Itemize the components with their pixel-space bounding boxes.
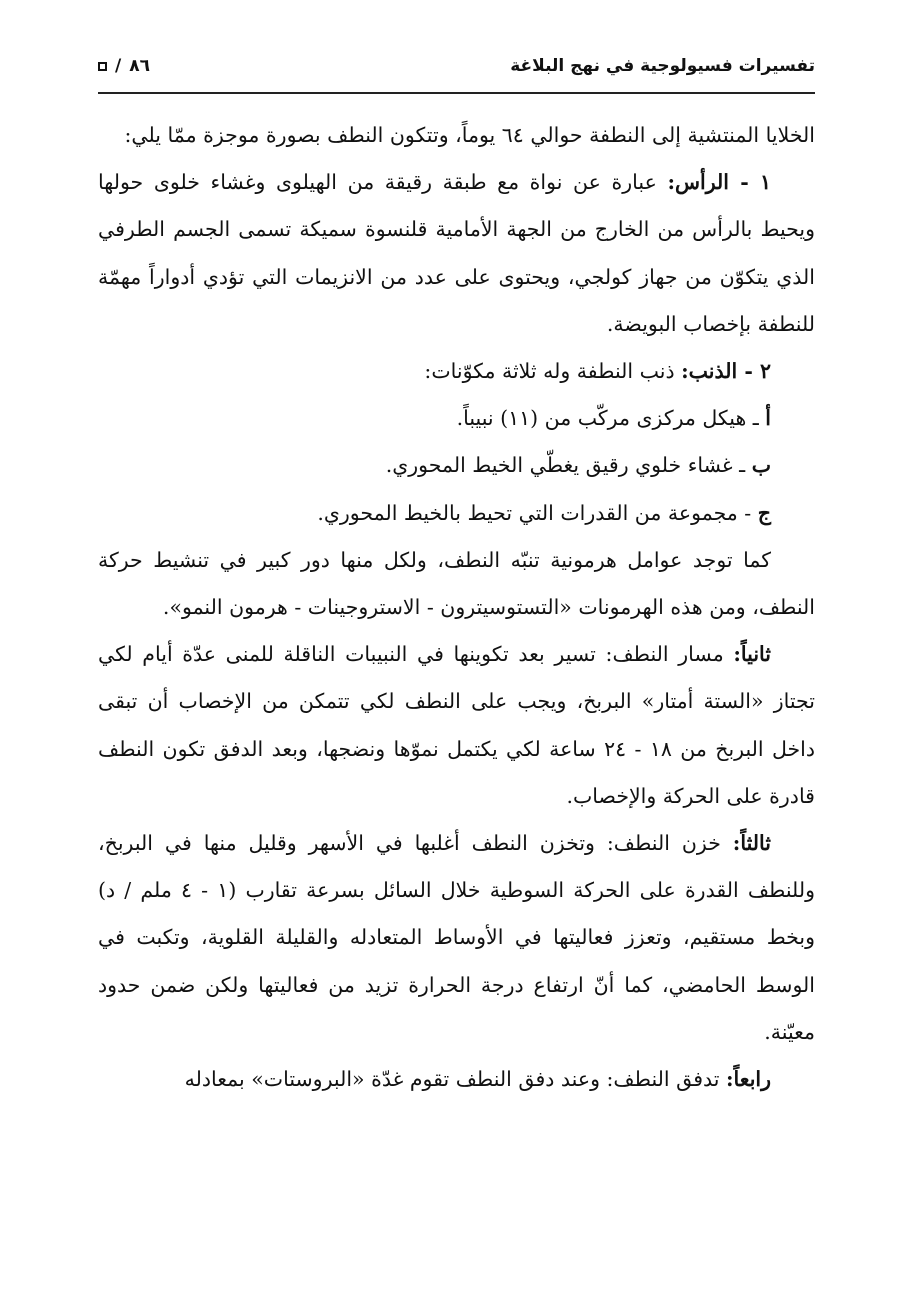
list-item-label: ج bbox=[757, 500, 771, 525]
paragraph-second bbox=[98, 631, 815, 820]
paragraph-label: ثالثاً: bbox=[732, 831, 771, 856]
list-item-text: ـ غشاء خلوي رقيق يغطّي الخيط المحوري. bbox=[385, 453, 752, 478]
list-item-label: أ bbox=[765, 406, 771, 431]
list-item-text: - مجموعة من القدرات التي تحيط بالخيط المحوري. bbox=[317, 500, 758, 525]
running-title: تفسيرات فسيولوجية في نهج البلاغة bbox=[510, 56, 815, 76]
paragraph-text: مسار النطف: تسير بعد تكوينها في النبيبات الناقلة للمنى عدّة أيام لكي تجتاز «الستة أمتار» البربخ، ويجب على النطف لكي تتمكن من الإخصاب أن تبقى داخل البربخ من ١٨ - ٢٤ ساعة لكي يكتمل نموّها ونضجها، وبعد الدفق تكون النطف قادرة على الحركة والإخصاب. bbox=[98, 642, 815, 808]
paragraph-text: كما توجد عوامل هرمونية تنبّه النطف، ولكل منها دور كبير في تنشيط حركة النطف، ومن هذه الهرمونات «التستوسيترون - الاستروجينات - هرمون النمو». bbox=[98, 547, 815, 620]
page-marker bbox=[98, 56, 150, 76]
paragraph-third bbox=[98, 820, 815, 1056]
paragraph-text: ذنب النطفة وله ثلاثة مكوّنات: bbox=[424, 359, 682, 384]
page-number: ٨٦ bbox=[129, 56, 150, 76]
paragraph-text: الخلايا المنتشية إلى النطفة حوالي ٦٤ يوماً، وتتكون النطف بصورة موجزة ممّا يلي: bbox=[124, 123, 815, 147]
list-item-label: ب bbox=[751, 453, 771, 478]
paragraph-tail bbox=[98, 348, 815, 395]
header-rule bbox=[98, 92, 815, 94]
paragraph-label: ١ - الرأس: bbox=[667, 170, 771, 195]
paragraph-text: عبارة عن نواة مع طبقة رقيقة من الهيلوى وغشاء خلوى حولها ويحيط بالرأس من الخارج من الجهة الأمامية قلنسوة سميكة تسمى الجسم الطرفي الذي يتكوّن من جهاز كولجي، ويحتوى على عدد من الانزيمات التي تؤدي أدواراً مهمّة للنطفة بإخصاب البويضة. bbox=[98, 170, 815, 336]
paragraph-head bbox=[98, 159, 815, 348]
square-bullet-icon bbox=[98, 62, 107, 71]
paragraph-label: ثانياً: bbox=[733, 642, 771, 667]
list-item-c bbox=[98, 490, 815, 537]
running-header bbox=[98, 46, 815, 86]
paragraph-label: رابعاً: bbox=[725, 1067, 771, 1092]
paragraph-label: ٢ - الذنب: bbox=[681, 359, 771, 384]
list-item-text: ـ هيكل مركزى مركّب من (١١) نبيباً. bbox=[456, 406, 766, 431]
paragraph-hormones bbox=[98, 537, 815, 631]
paragraph-text: خزن النطف: وتخزن النطف أغلبها في الأسهر وقليل منها في البربخ، وللنطف القدرة على الحركة السوطية خلال السائل بسرعة تقارب (١ - ٤ ملم / د) وبخط مستقيم، وتعزز فعاليتها في الأوساط المتعادله والقليلة القلوية، وتكبت في الوسط الحامضي، كما أنّ ارتفاع درجة الحرارة تزيد من فعاليتها ولكن ضمن حدود معيّنة. bbox=[98, 831, 815, 1044]
paragraph-intro-continuation bbox=[98, 112, 815, 159]
list-item-b bbox=[98, 442, 815, 489]
paragraph-fourth bbox=[98, 1056, 815, 1103]
list-item-a bbox=[98, 395, 815, 442]
paragraph-text: تدفق النطف: وعند دفق النطف تقوم غدّة «البروستات» بمعادله bbox=[184, 1067, 726, 1092]
header-separator: / bbox=[115, 56, 122, 76]
body-text bbox=[98, 112, 815, 1103]
